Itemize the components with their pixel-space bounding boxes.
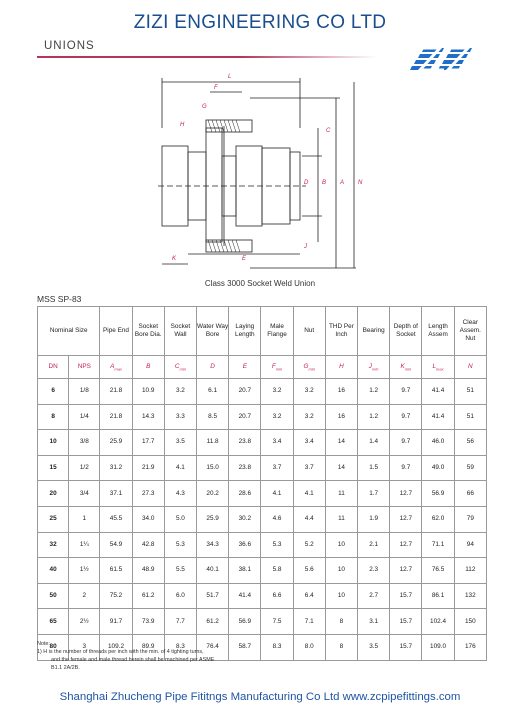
table-cell: 25.9 — [100, 430, 132, 456]
symbol-letter: E — [242, 363, 247, 370]
table-cell: 51 — [454, 404, 486, 430]
table-cell: 41.4 — [422, 379, 454, 405]
table-cell: 16 — [325, 379, 357, 405]
symbol-letter: N — [468, 363, 473, 370]
table-cell: 66 — [454, 481, 486, 507]
table-cell: 3.4 — [293, 430, 325, 456]
symbol-letter: A — [110, 362, 115, 370]
table-cell: 50 — [38, 583, 69, 609]
table-cell: 25.9 — [197, 506, 229, 532]
table-cell: 1/8 — [69, 379, 100, 405]
table-cell: 3.1 — [358, 609, 390, 635]
table-cell: 25 — [38, 506, 69, 532]
dim-label-K: K — [172, 256, 177, 262]
table-cell: 6 — [38, 379, 69, 405]
table-cell: 42.8 — [132, 532, 164, 558]
table-cell: 40.1 — [197, 558, 229, 584]
table-cell: 14.3 — [132, 404, 164, 430]
symbol-a — [100, 356, 132, 379]
table-cell: 89.9 — [132, 634, 164, 660]
note-line-1: 1) H is the number of threads per inch with the min. of 4 tighting turns, — [37, 649, 204, 655]
table-cell: 9.7 — [390, 404, 422, 430]
header-bearing: Bearing — [358, 307, 390, 356]
table-cell: 56.9 — [229, 609, 261, 635]
header-socket-wall: Socket Wall — [164, 307, 196, 356]
table-cell: 8 — [325, 634, 357, 660]
table-cell: 3/8 — [69, 430, 100, 456]
table-cell: 3.5 — [358, 634, 390, 660]
symbol-letter: K — [400, 362, 405, 370]
table-cell: 49.0 — [422, 455, 454, 481]
dim-label-F: F — [214, 85, 218, 91]
drawing-caption: Class 3000 Socket Weld Union — [204, 279, 316, 288]
symbol-b — [132, 356, 164, 379]
table-row — [38, 430, 487, 456]
table-cell: 8.3 — [261, 634, 293, 660]
header-nut: Nut — [293, 307, 325, 356]
symbol-nps — [69, 356, 100, 379]
table-cell: 109.2 — [100, 634, 132, 660]
table-cell: 20.7 — [229, 379, 261, 405]
standard-label: MSS SP-83 — [37, 294, 82, 304]
table-cell: 1.2 — [358, 404, 390, 430]
table-cell: 46.0 — [422, 430, 454, 456]
header-clear-assem-nut: Clear Assem. Nut — [454, 307, 486, 356]
table-cell: 12.7 — [390, 558, 422, 584]
table-cell: 10 — [325, 558, 357, 584]
table-cell: 86.1 — [422, 583, 454, 609]
table-cell: 15.7 — [390, 634, 422, 660]
header-pipe-end: Pipe End — [100, 307, 132, 356]
table-cell: 65 — [38, 609, 69, 635]
table-cell: 62.0 — [422, 506, 454, 532]
table-cell: 58.7 — [229, 634, 261, 660]
note-line-2: and the female and male thread herein shall be machined per ASME — [51, 657, 215, 663]
table-row — [38, 558, 487, 584]
table-row — [38, 481, 487, 507]
table-cell: 40 — [38, 558, 69, 584]
table-cell: 9.7 — [390, 430, 422, 456]
table-cell: 3 — [69, 634, 100, 660]
table-cell: 61.5 — [100, 558, 132, 584]
notes-title: Note: — [37, 641, 50, 647]
dim-label-J: J — [304, 244, 307, 250]
union-drawing — [150, 68, 382, 274]
table-cell: 3.2 — [293, 404, 325, 430]
table-cell: 31.2 — [100, 455, 132, 481]
table-cell: 11.8 — [197, 430, 229, 456]
symbol-letter: H — [339, 363, 344, 370]
table-cell: 28.6 — [229, 481, 261, 507]
table-cell: 3.2 — [261, 404, 293, 430]
table-cell: 59 — [454, 455, 486, 481]
table-cell: 16 — [325, 404, 357, 430]
table-cell: 5.6 — [293, 558, 325, 584]
table-cell: 109.0 — [422, 634, 454, 660]
table-cell: 6.0 — [164, 583, 196, 609]
table-cell: 14 — [325, 455, 357, 481]
symbol-subscript: min — [275, 366, 283, 372]
table-cell: 80 — [38, 634, 69, 660]
table-cell: 3.2 — [164, 379, 196, 405]
table-cell: 1/2 — [69, 455, 100, 481]
table-cell: 76.4 — [197, 634, 229, 660]
symbol-d — [197, 356, 229, 379]
table-cell: 4.3 — [164, 481, 196, 507]
table-cell: 10.9 — [132, 379, 164, 405]
table-cell: 5.8 — [261, 558, 293, 584]
table-row — [38, 455, 487, 481]
table-cell: 3.5 — [164, 430, 196, 456]
table-cell: 9.7 — [390, 379, 422, 405]
table-cell: 15.0 — [197, 455, 229, 481]
table-cell: 3.4 — [261, 430, 293, 456]
dim-label-H: H — [180, 122, 185, 128]
symbol-row — [38, 356, 487, 379]
table-cell: 3.2 — [293, 379, 325, 405]
table-cell: 37.1 — [100, 481, 132, 507]
table-cell: 132 — [454, 583, 486, 609]
header-nominal: Nominal Size — [38, 307, 100, 356]
header-water-way: Water Way Bore — [197, 307, 229, 356]
table-cell: 2 — [69, 583, 100, 609]
table-cell: 61.2 — [132, 583, 164, 609]
section-rule — [37, 56, 377, 58]
table-cell: 23.8 — [229, 430, 261, 456]
table-cell: 1¼ — [69, 532, 100, 558]
zz-logo-icon — [410, 40, 474, 78]
table-cell: 23.8 — [229, 455, 261, 481]
table-cell: 36.6 — [229, 532, 261, 558]
table-cell: 45.5 — [100, 506, 132, 532]
table-cell: 2.7 — [358, 583, 390, 609]
table-cell: 2.3 — [358, 558, 390, 584]
table-cell: 2.1 — [358, 532, 390, 558]
note-line-3: B1.1 2A/2B. — [51, 665, 80, 671]
table-cell: 1.9 — [358, 506, 390, 532]
table-cell: 79 — [454, 506, 486, 532]
table-row — [38, 609, 487, 635]
table-cell: 21.8 — [100, 404, 132, 430]
header-thd-per-inch: THD Per Inch — [325, 307, 357, 356]
symbol-subscript: min — [308, 366, 315, 372]
table-cell: 75.2 — [100, 583, 132, 609]
dim-label-C: C — [326, 128, 331, 134]
table-row — [38, 404, 487, 430]
symbol-dn — [38, 356, 69, 379]
table-cell: 11 — [325, 481, 357, 507]
table-cell: 21.9 — [132, 455, 164, 481]
section-title: UNIONS — [44, 40, 95, 52]
table-cell: 1.7 — [358, 481, 390, 507]
table-cell: 6.6 — [261, 583, 293, 609]
table-row — [38, 583, 487, 609]
table-cell: 27.3 — [132, 481, 164, 507]
table-cell: 4.6 — [261, 506, 293, 532]
symbol-letter: G — [303, 362, 309, 370]
table-body — [38, 307, 487, 661]
table-cell: 3.3 — [164, 404, 196, 430]
table-cell: 51 — [454, 379, 486, 405]
table-row — [38, 506, 487, 532]
table-cell: 8 — [38, 404, 69, 430]
table-cell: 76.5 — [422, 558, 454, 584]
symbol-letter: L — [432, 362, 437, 370]
dimensions-table — [37, 306, 487, 661]
table-cell: 15.7 — [390, 609, 422, 635]
table-cell: 56.9 — [422, 481, 454, 507]
table-cell: 5.3 — [164, 532, 196, 558]
symbol-e — [229, 356, 261, 379]
symbol-letter: B — [146, 363, 151, 370]
dim-label-D: D — [304, 180, 309, 186]
table-cell: 9.7 — [390, 455, 422, 481]
table-cell: 20.7 — [229, 404, 261, 430]
table-cell: 41.4 — [229, 583, 261, 609]
table-cell: 1.5 — [358, 455, 390, 481]
symbol-l — [422, 356, 454, 379]
table-cell: 48.9 — [132, 558, 164, 584]
symbol-n — [454, 356, 486, 379]
table-cell: 5.5 — [164, 558, 196, 584]
symbol-subscript: max — [436, 366, 444, 372]
dim-label-B: B — [322, 180, 327, 186]
table-cell: 91.7 — [100, 609, 132, 635]
table-cell: 71.1 — [422, 532, 454, 558]
symbol-g — [293, 356, 325, 379]
symbol-subscript: max — [114, 366, 122, 372]
table-cell: 5.2 — [293, 532, 325, 558]
symbol-letter: NPS — [77, 363, 91, 370]
table-cell: 61.2 — [197, 609, 229, 635]
table-cell: 1.4 — [358, 430, 390, 456]
dim-label-E: E — [242, 256, 247, 262]
symbol-subscript: min — [372, 366, 379, 372]
table-cell: 54.9 — [100, 532, 132, 558]
symbol-c — [164, 356, 196, 379]
table-cell: 51.7 — [197, 583, 229, 609]
symbol-f — [261, 356, 293, 379]
table-cell: 4.1 — [293, 481, 325, 507]
dim-label-N: N — [358, 180, 363, 186]
header-male-flange: Male Flange — [261, 307, 293, 356]
header-socket-bore: Socket Bore Dia. — [132, 307, 164, 356]
table-cell: 15 — [38, 455, 69, 481]
table-cell: 6.1 — [197, 379, 229, 405]
table-cell: 8.3 — [164, 634, 196, 660]
table-cell: 38.1 — [229, 558, 261, 584]
table-cell: 10 — [325, 583, 357, 609]
table-cell: 20.2 — [197, 481, 229, 507]
footer: Shanghai Zhucheng Pipe Fititngs Manufacturing Co Ltd www.zcpipefittings.com — [59, 691, 461, 703]
table-cell: 5.0 — [164, 506, 196, 532]
header-laying-length: Laying Length — [229, 307, 261, 356]
table-cell: 3.7 — [261, 455, 293, 481]
table-cell: 176 — [454, 634, 486, 660]
table-cell: 17.7 — [132, 430, 164, 456]
dim-label-G: G — [202, 104, 207, 110]
table-cell: 1/4 — [69, 404, 100, 430]
table-cell: 4.1 — [261, 481, 293, 507]
table-cell: 14 — [325, 430, 357, 456]
table-row — [38, 532, 487, 558]
symbol-subscript: min — [179, 366, 186, 372]
table-cell: 94 — [454, 532, 486, 558]
header-depth-of-socket: Depth of Socket — [390, 307, 422, 356]
table-cell: 12.7 — [390, 532, 422, 558]
table-cell: 10 — [38, 430, 69, 456]
table-cell: 1.2 — [358, 379, 390, 405]
table-cell: 32 — [38, 532, 69, 558]
table-cell: 11 — [325, 506, 357, 532]
table-cell: 1 — [69, 506, 100, 532]
table-cell: 3/4 — [69, 481, 100, 507]
table-cell: 1½ — [69, 558, 100, 584]
symbol-k — [390, 356, 422, 379]
symbol-j — [358, 356, 390, 379]
symbol-letter: D — [210, 363, 215, 370]
table-cell: 150 — [454, 609, 486, 635]
table-cell: 4.1 — [164, 455, 196, 481]
table-cell: 7.7 — [164, 609, 196, 635]
table-cell: 6.4 — [293, 583, 325, 609]
table-cell: 15.7 — [390, 583, 422, 609]
table-cell: 5.3 — [261, 532, 293, 558]
table-cell: 8.0 — [293, 634, 325, 660]
dim-label-A: A — [340, 180, 345, 186]
header-row — [38, 307, 487, 356]
table-cell: 12.7 — [390, 506, 422, 532]
table-cell: 34.0 — [132, 506, 164, 532]
notes — [37, 640, 214, 672]
table-cell: 20 — [38, 481, 69, 507]
table-cell: 7.5 — [261, 609, 293, 635]
symbol-letter: J — [368, 362, 372, 370]
table-cell: 30.2 — [229, 506, 261, 532]
table-cell: 7.1 — [293, 609, 325, 635]
table-cell: 8.5 — [197, 404, 229, 430]
header-length-assem: Length Assem — [422, 307, 454, 356]
symbol-h — [325, 356, 357, 379]
symbol-letter: C — [174, 362, 180, 370]
dim-label-L: L — [228, 74, 232, 80]
table-cell: 21.8 — [100, 379, 132, 405]
table-cell: 73.9 — [132, 609, 164, 635]
table-cell: 3.2 — [261, 379, 293, 405]
table-cell: 2½ — [69, 609, 100, 635]
table-cell: 8 — [325, 609, 357, 635]
table-cell: 3.7 — [293, 455, 325, 481]
table-cell: 56 — [454, 430, 486, 456]
table-cell: 34.3 — [197, 532, 229, 558]
symbol-letter: DN — [48, 363, 58, 370]
table-cell: 12.7 — [390, 481, 422, 507]
table-cell: 41.4 — [422, 404, 454, 430]
table-cell: 102.4 — [422, 609, 454, 635]
symbol-letter: F — [271, 362, 276, 370]
table-cell: 112 — [454, 558, 486, 584]
table-cell: 4.4 — [293, 506, 325, 532]
company-title: ZIZI ENGINEERING CO LTD — [133, 12, 387, 33]
symbol-subscript: min — [404, 366, 412, 372]
table-cell: 10 — [325, 532, 357, 558]
table-row — [38, 379, 487, 405]
